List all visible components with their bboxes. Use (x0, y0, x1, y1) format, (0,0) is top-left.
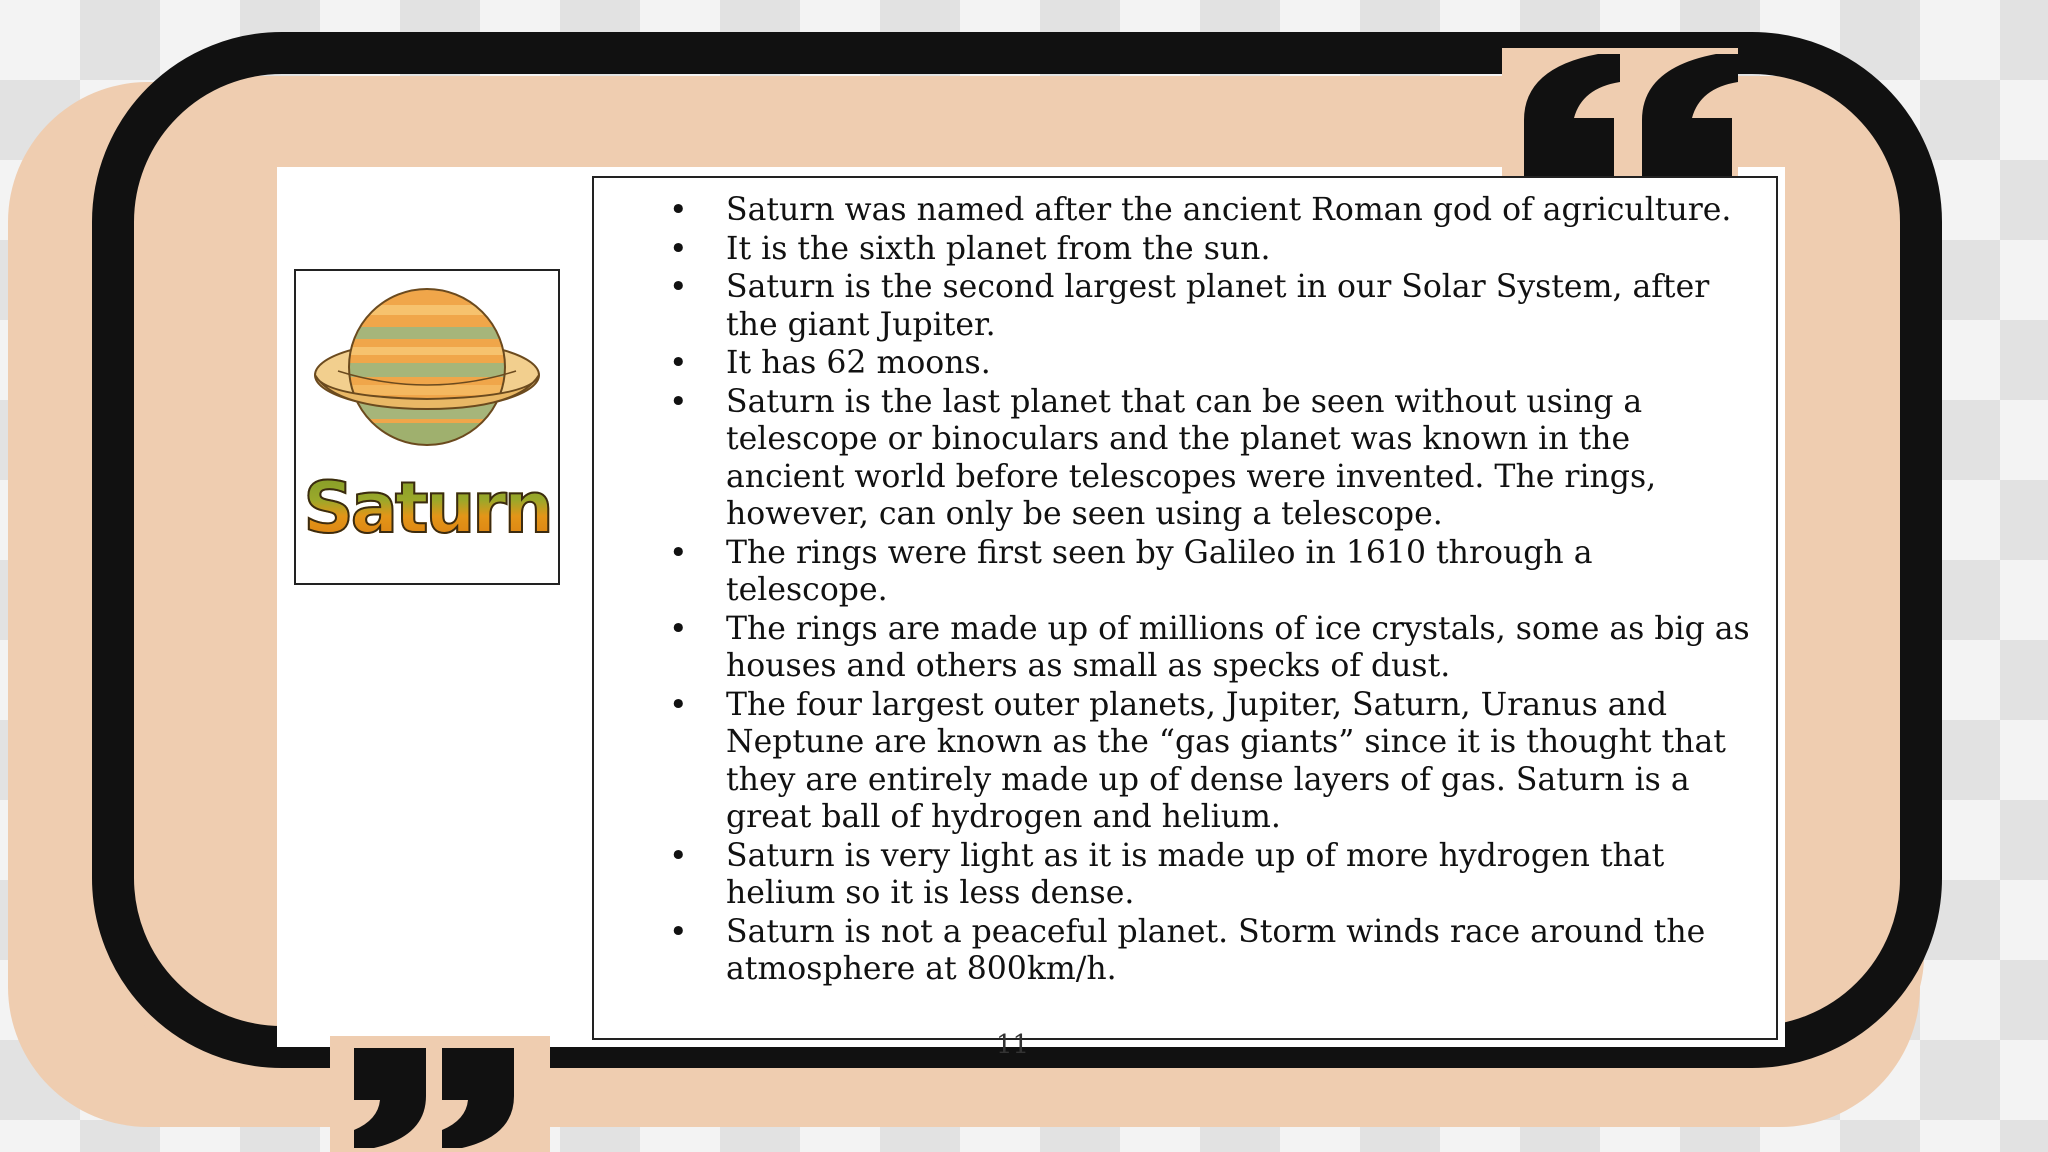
fact-text: The rings are made up of millions of ice crystals, some as big as houses and others as small as specks of dust. (726, 610, 1750, 684)
fact-item-6 (594, 535, 1756, 610)
fact-item-3 (594, 269, 1756, 344)
fact-item-7 (594, 611, 1756, 686)
planet-name-label: Saturn (296, 467, 558, 549)
close-quote-icon (330, 1036, 550, 1152)
fact-item-4 (594, 345, 1756, 383)
fact-text: Saturn is the second largest planet in our Solar System, after the giant Jupiter. (726, 269, 1710, 343)
bullet-icon: • (669, 610, 688, 647)
planet-image-card (294, 269, 560, 585)
fact-item-2 (594, 231, 1756, 269)
fact-text: Saturn is not a peaceful planet. Storm winds race around the atmosphere at 800km/h. (726, 913, 1706, 987)
bullet-icon: • (669, 192, 688, 228)
fact-text: The rings were first seen by Galileo in 1610 through a telescope. (726, 534, 1593, 608)
facts-panel (592, 176, 1778, 1040)
fact-item-1 (594, 192, 1756, 230)
bullet-icon: • (669, 534, 688, 571)
bullet-icon: • (669, 269, 688, 305)
page-number: 11 (996, 1030, 1030, 1060)
bullet-icon: • (669, 383, 688, 420)
fact-text: Saturn was named after the ancient Roman god of agriculture. (726, 192, 1732, 228)
fact-item-9 (594, 838, 1756, 913)
facts-list (594, 192, 1756, 989)
fact-text: Saturn is very light as it is made up of more hydrogen that helium so it is less dense. (726, 837, 1665, 911)
bullet-icon: • (669, 230, 688, 267)
fact-item-5 (594, 384, 1756, 534)
open-quote-icon (1502, 48, 1738, 194)
bullet-icon: • (669, 345, 688, 381)
fact-text: The four largest outer planets, Jupiter, Saturn, Uranus and Neptune are known as the “gas giants” since it is thought that they are entirely made up of dense layers of gas. Saturn is a great ball of hydrogen and helium. (726, 686, 1726, 835)
bullet-icon: • (669, 837, 688, 874)
bullet-icon: • (669, 686, 688, 723)
bullet-icon: • (669, 913, 688, 950)
fact-text: It is the sixth planet from the sun. (726, 230, 1271, 267)
fact-text: It has 62 moons. (726, 345, 991, 381)
fact-item-8 (594, 687, 1756, 837)
saturn-planet-illustration (296, 271, 558, 471)
fact-item-10 (594, 914, 1756, 989)
fact-text: Saturn is the last planet that can be seen without using a telescope or binoculars and the planet was known in the ancient world before telescopes were invented. The rings, however, can only be seen using a telescope. (726, 383, 1657, 532)
